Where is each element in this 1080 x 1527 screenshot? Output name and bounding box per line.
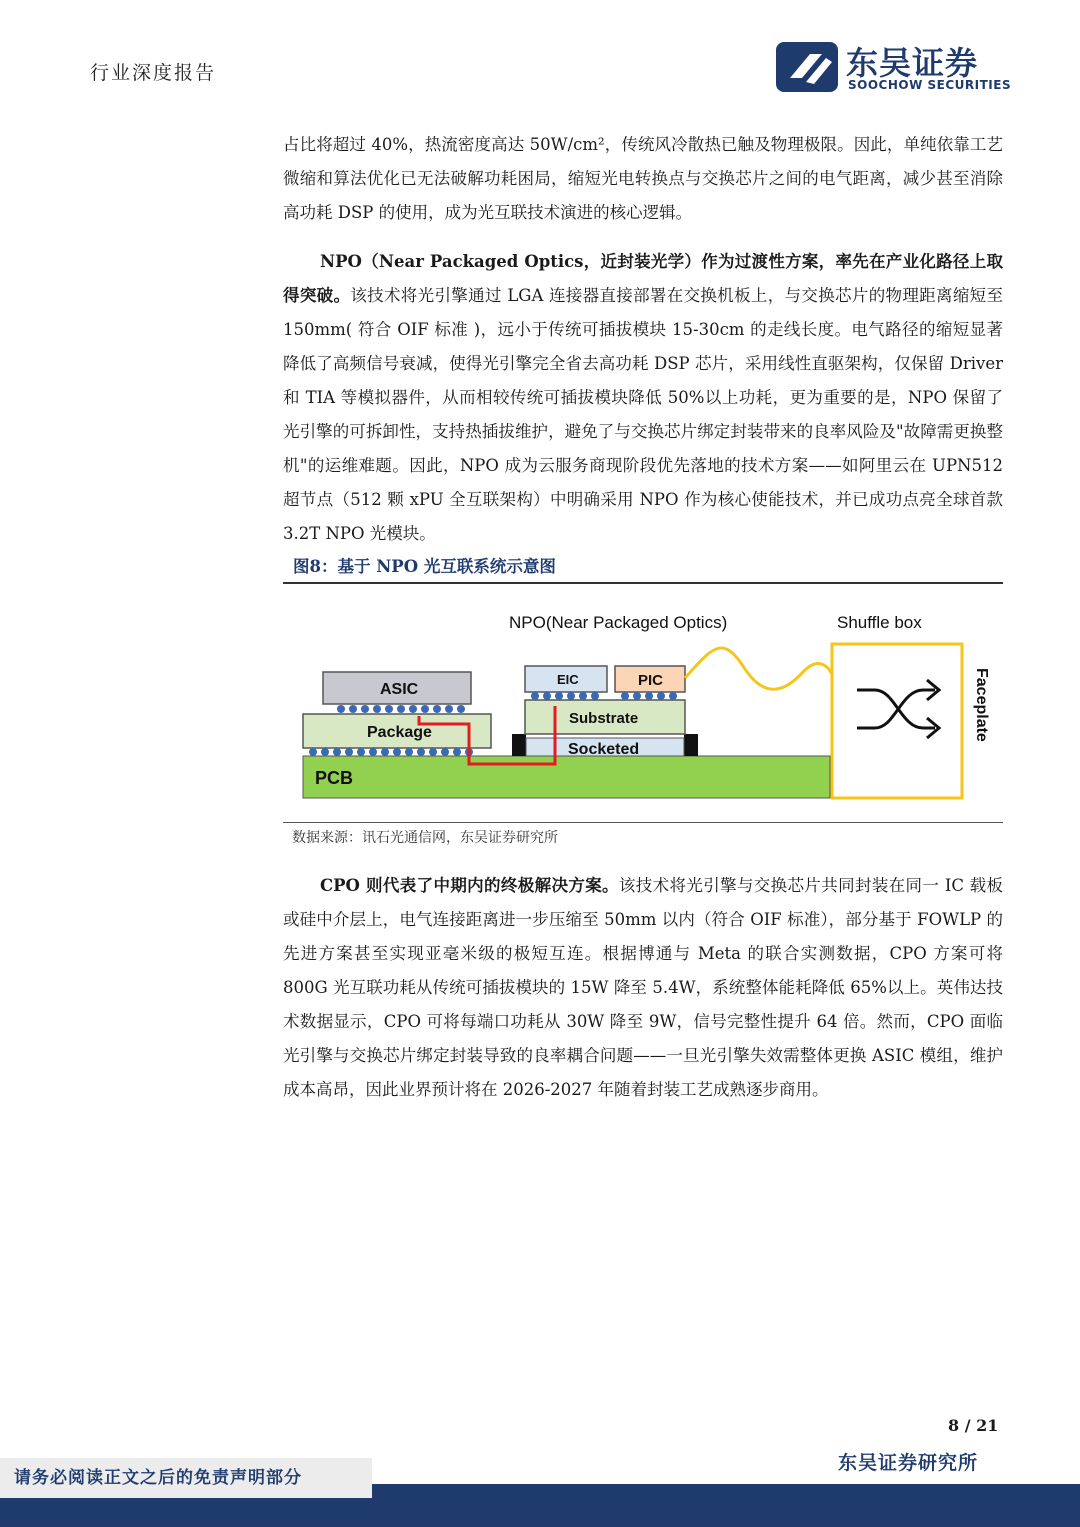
logo-cn: 东吴证券 bbox=[846, 44, 979, 82]
paragraph-2-lead: NPO（Near Packaged Optics，近封装光学）作为过渡性方案，率先在产业化路径上取得突破。 bbox=[283, 252, 1003, 305]
paragraph-1-block bbox=[283, 128, 1003, 230]
label-package: Package bbox=[367, 724, 432, 741]
footer-org: 东吴证券研究所 bbox=[838, 1452, 979, 1474]
label-faceplate: Faceplate bbox=[973, 668, 990, 742]
eic-pic-solder-balls bbox=[531, 692, 677, 700]
figure-title: 图8：基于 NPO 光互联系统示意图 bbox=[283, 552, 1003, 584]
paragraph-2-body: 该技术将光引擎通过 LGA 连接器直接部署在交换机板上，与交换芯片的物理距离缩短至 150mm( 符合 OIF 标准 )，远小于传统可插拔模块 15-30cm 的走线长度。电气路径的缩短显著降低了高频信号衰减，使得光引擎完全省去高功耗 DSP 芯片，采用线性直驱架构，仅保留 Driver 和 TIA 等模拟器件，从而相较传统可插拔模块降低 50%以上功耗，更为重要的是，NPO 保留了光引擎的可拆卸性，支持热插拔维护，避免了与交换芯片绑定封装带来的良率风险及"故障需更换整机"的运维难题。因此，NPO 成为云服务商现阶段优先落地的技术方案——如阿里云在 UPN512 超节点（512 颗 xPU 全互联架构）中明确采用 NPO 作为核心使能技术，并已成功点亮全球首款 3.2T NPO 光模块。 bbox=[283, 286, 1003, 543]
report-type: 行业深度报告 bbox=[90, 62, 217, 84]
optical-fiber bbox=[685, 648, 832, 689]
paragraph-3-body: 该技术将光引擎与交换芯片共同封装在同一 IC 载板或硅中介层上，电气连接距离进一步压缩至 50mm 以内（符合 OIF 标准），部分基于 FOWLP 的先进方案甚至实现亚毫米级的极短互连。根据博通与 Meta 的联合实测数据，CPO 方案可将 800G 光互联功耗从传统可插拔模块的 15W 降至 5.4W，系统整体能耗降低 65%以上。英伟达技术数据显示，CPO 可将每端口功耗从 30W 降至 9W，信号完整性提升 64 倍。然而，CPO 面临光引擎与交换芯片绑定封装导致的良率耦合问题——一旦光引擎失效需整体更换 ASIC 模组，维护成本高昂，因此业界预计将在 2026-2027 年随着封装工艺成熟逐步商用。 bbox=[283, 876, 1003, 1099]
paragraph-3-block bbox=[283, 869, 1003, 1107]
asic-solder-balls bbox=[337, 705, 465, 713]
paragraph-3 bbox=[283, 869, 1003, 1107]
paragraph-1: 占比将超过 40%，热流密度高达 50W/cm²，传统风冷散热已触及物理极限。因此，单纯依靠工艺微缩和算法优化已无法破解功耗困局，缩短光电转换点与交换芯片之间的电气距离，减少甚至消除高功耗 DSP 的使用，成为光互联技术演进的核心逻辑。 bbox=[283, 135, 1003, 222]
page-number: 8 / 21 bbox=[948, 1416, 999, 1435]
package-solder-balls bbox=[309, 748, 473, 756]
paragraph-2 bbox=[283, 245, 1003, 551]
label-npo: NPO(Near Packaged Optics) bbox=[509, 613, 728, 632]
npo-diagram bbox=[283, 586, 1003, 822]
label-substrate: Substrate bbox=[569, 710, 639, 727]
label-pcb: PCB bbox=[315, 768, 354, 788]
socket-left-clip bbox=[512, 734, 526, 756]
label-socketed: Socketed bbox=[568, 741, 640, 758]
pcb-board bbox=[303, 756, 830, 798]
label-eic: EIC bbox=[557, 672, 579, 687]
logo-en: SOOCHOW SECURITIES bbox=[848, 78, 1012, 92]
paragraph-3-lead: CPO 则代表了中期内的终极解决方案。 bbox=[320, 876, 619, 895]
label-pic: PIC bbox=[638, 672, 664, 689]
label-shuffle: Shuffle box bbox=[837, 613, 922, 632]
figure-bottom-rule bbox=[283, 822, 1003, 823]
figure-source: 数据来源：讯石光通信网，东吴证券研究所 bbox=[292, 830, 558, 846]
disclaimer-notice: 请务必阅读正文之后的免责声明部分 bbox=[0, 1458, 372, 1498]
label-asic: ASIC bbox=[380, 681, 419, 698]
socket-right-clip bbox=[684, 734, 698, 756]
paragraph-2-block bbox=[283, 245, 1003, 551]
shuffle-box bbox=[832, 644, 962, 798]
